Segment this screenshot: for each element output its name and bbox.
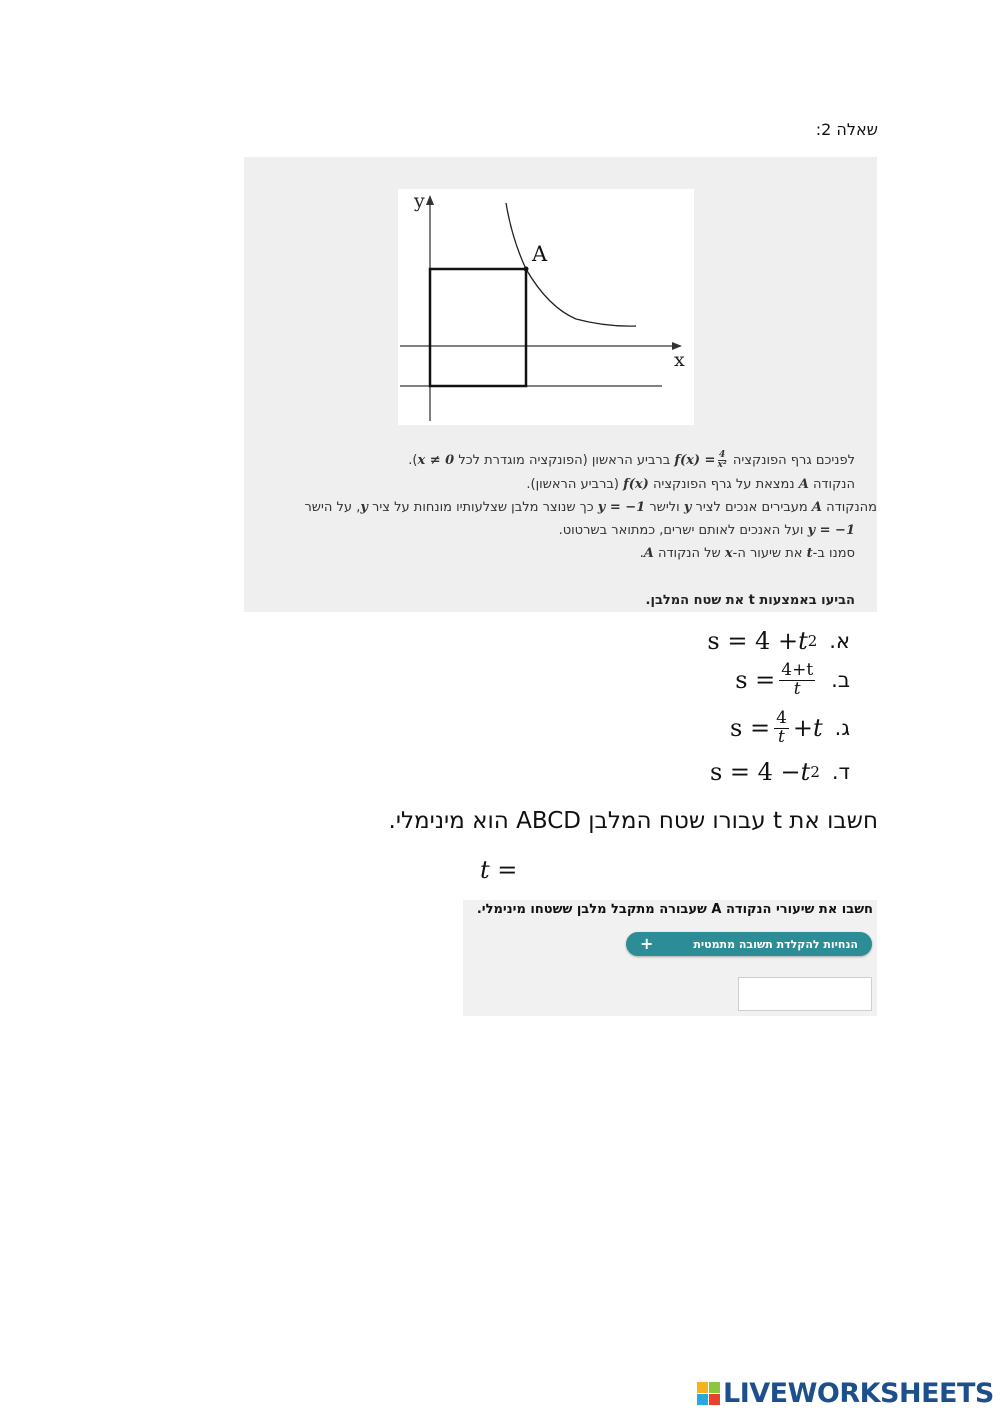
- point-a: [524, 267, 529, 272]
- description-line-5: סמנו ב-t את שיעור ה-x של הנקודה A.: [639, 546, 855, 561]
- answer-panel: [463, 900, 877, 1016]
- function-graph: [398, 189, 694, 425]
- question-title: שאלה 2:: [815, 120, 878, 139]
- y-axis-arrow: [426, 195, 434, 205]
- option-letter: ד.: [831, 760, 850, 784]
- compute-instruction: חשבו את t עבורו שטח המלבן ABCD הוא מינימלי.: [388, 808, 878, 834]
- point-a-label: A: [532, 242, 548, 266]
- t-equals-label: t =: [480, 856, 518, 884]
- liveworksheets-brand: [697, 1378, 994, 1409]
- option-letter: א.: [829, 629, 850, 653]
- description-line-1: לפניכם גרף הפונקציה f(x) = $\frac{4}{\text{x²}}$ ברביע הראשון (הפונקציה מוגדרת לכל x ≠ 0).: [408, 450, 855, 470]
- brand-name: LIVEWORKSHEETS: [723, 1378, 994, 1409]
- option-letter: ב.: [831, 668, 850, 693]
- y-axis-label: y: [414, 190, 425, 212]
- option-c: ג. s = $\frac{4}{t}$ + t: [730, 708, 850, 747]
- math-input-help-button[interactable]: [626, 932, 872, 956]
- description-line-2: הנקודה A נמצאת על גרף הפונקציה f(x) (ברביע הראשון).: [526, 477, 855, 492]
- x-axis-label: x: [674, 349, 685, 371]
- instruction-text: הביעו באמצעות t את שטח המלבן.: [645, 593, 855, 608]
- answer-input[interactable]: [738, 977, 872, 1011]
- option-letter: ג.: [834, 716, 850, 741]
- option-b: ב. s = $\frac{4+t}{t}$: [735, 660, 850, 699]
- question-image: [244, 157, 877, 612]
- option-a: א. s = 4 + t 2: [707, 627, 850, 655]
- math-input-help-label: הנחיות להקלדת תשובה מתמטית: [693, 937, 858, 951]
- description-line-3: מהנקודה A מעבירים אנכים לציר y ולישר y = −1 כך שנוצר מלבן שצלעותיו מונחות על ציר y, על הישר: [304, 500, 877, 515]
- liveworksheets-logo-icon: [697, 1382, 720, 1405]
- rectangle-abcd: [430, 269, 526, 386]
- answer-prompt: חשבו את שיעורי הנקודה A שעבורה מתקבל מלבן ששטחו מינימלי.: [476, 902, 873, 917]
- plus-icon: +: [640, 934, 654, 953]
- option-d: ד. s = 4 − t 2: [709, 758, 850, 786]
- description-line-4: y = −1 ועל האנכים לאותם ישרים, כמתואר בשרטוט.: [558, 523, 855, 538]
